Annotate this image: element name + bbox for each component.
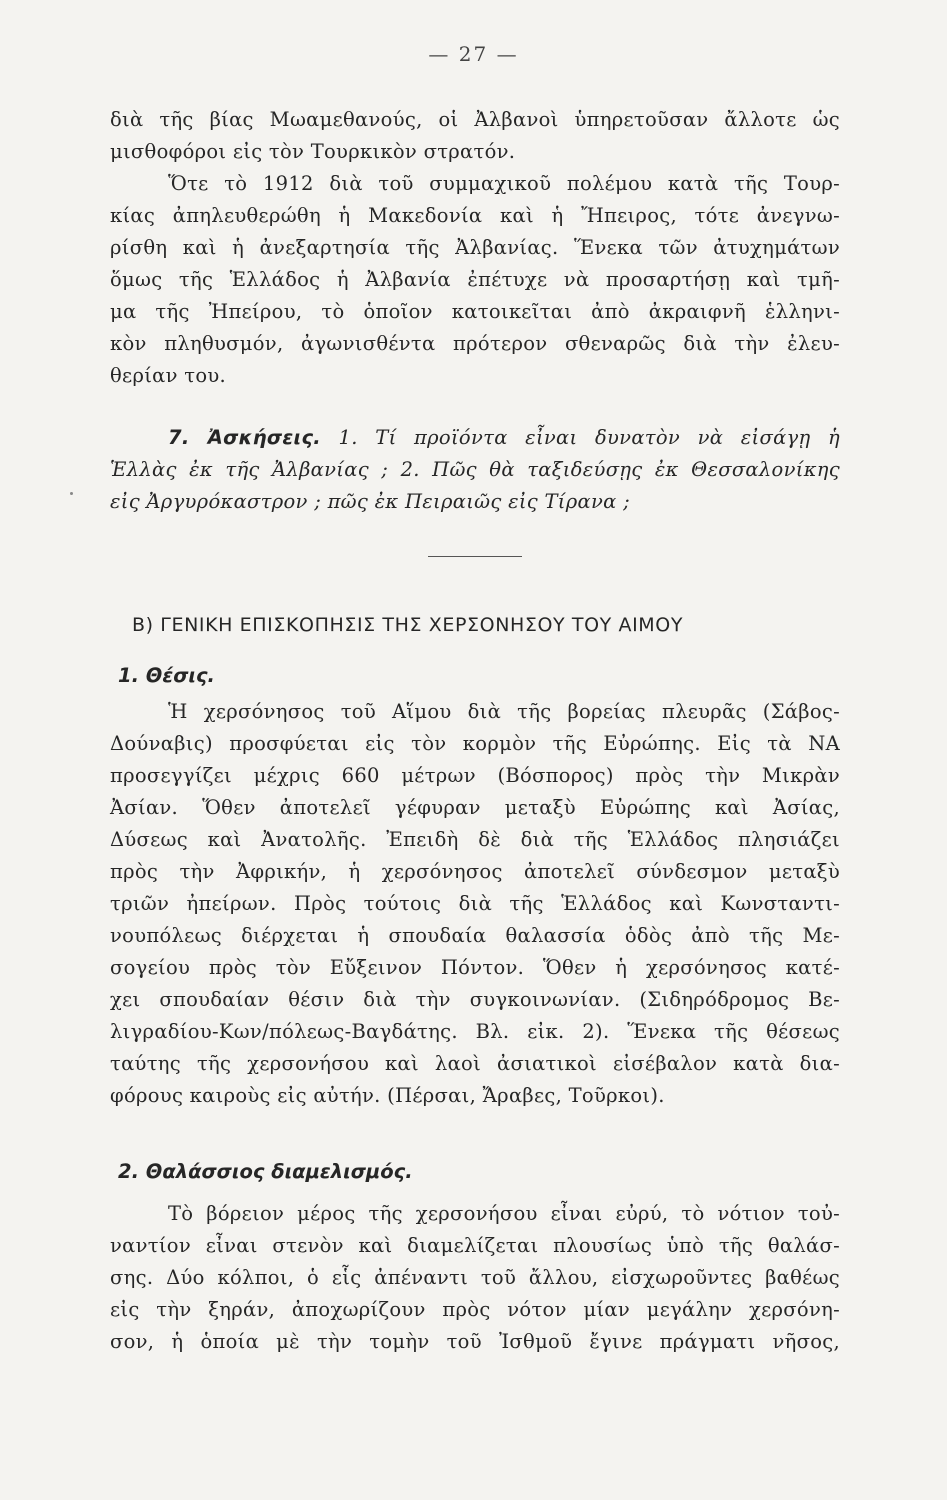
subsection-heading-position: 1. Θέσις.	[118, 664, 215, 687]
text-line: Δούναβις) προσφύεται εἰς τὸν κορμὸν τῆς Εὐρώπης. Εἰς τὰ ΝΑ	[110, 732, 840, 755]
text-line: χει σπουδαίαν θέσιν διὰ τὴν συγκοινωνίαν. (Σιδηρόδρομος Βε-	[110, 988, 840, 1011]
exercises	[110, 422, 840, 518]
text-line: κὸν πληθυσμόν, ἀγωνισθέντα πρότερον σθεναρῶς διὰ τὴν ἐλευ-	[110, 332, 840, 355]
text-line: ταύτης τῆς χερσονήσου καὶ λαοὶ ἀσιατικοὶ εἰσέβαλον κατὰ δια-	[110, 1052, 840, 1075]
text-line: θερίαν του.	[110, 364, 227, 387]
text-line: Τὸ βόρειον μέρος τῆς χερσονήσου εἶναι εὐρύ, τὸ νότιον τοὐ-	[168, 1202, 840, 1225]
text-line: λιγραδίου-Κων/πόλεως-Βαγδάτης. Βλ. εἰκ. 2). Ἕνεκα τῆς θέσεως	[110, 1020, 840, 1043]
exercise-line	[110, 422, 840, 454]
subsection-1-body	[110, 696, 840, 1112]
section-divider	[428, 556, 522, 557]
text-line: πρὸς τὴν Ἀφρικήν, ἡ χερσόνησος ἀποτελεῖ σύνδεσμον μεταξὺ	[110, 860, 840, 883]
exercise-line: εἰς Ἀργυρόκαστρον ; πῶς ἐκ Πειραιῶς εἰς Τίρανα ;	[110, 490, 630, 513]
text-line: ὅμως τῆς Ἑλλάδος ἡ Ἀλβανία ἐπέτυχε νὰ προσαρτήσῃ καὶ τμῆ-	[110, 268, 840, 291]
text-line: ναντίον εἶναι στενὸν καὶ διαμελίζεται πλουσίως ὑπὸ τῆς θαλάσ-	[110, 1234, 840, 1257]
text-line: διὰ τῆς βίας Μωαμεθανούς, οἱ Ἀλβανοὶ ὑπηρετοῦσαν ἄλλοτε ὡς	[110, 108, 840, 131]
exercise-line: Ἑλλὰς ἐκ τῆς Ἀλβανίας ; 2. Πῶς θὰ ταξιδεύσῃς ἐκ Θεσσαλονίκης	[110, 458, 840, 481]
ink-speck	[70, 492, 73, 495]
section-title: Β) ΓΕΝΙΚΗ ΕΠΙΣΚΟΠΗΣΙΣ ΤΗΣ ΧΕΡΣΟΝΗΣΟΥ ΤΟΥ ΑΙΜΟΥ	[132, 614, 684, 636]
exercise-label: 7. Ἀσκήσεις.	[168, 426, 322, 449]
text-line: Ὅτε τὸ 1912 διὰ τοῦ συμμαχικοῦ πολέμου κατὰ τῆς Τουρ-	[168, 172, 840, 195]
text-line: σον, ἡ ὁποία μὲ τὴν τομὴν τοῦ Ἰσθμοῦ ἔγινε πράγματι νῆσος,	[110, 1330, 840, 1353]
text-line: προσεγγίζει μέχρις 660 μέτρων (Βόσπορος) πρὸς τὴν Μικρὰν	[110, 764, 840, 787]
text-line: κίας ἀπηλευθερώθη ἡ Μακεδονία καὶ ἡ Ἤπειρος, τότε ἀνεγνω-	[110, 204, 840, 227]
text-line: Ἀσίαν. Ὅθεν ἀποτελεῖ γέφυραν μεταξὺ Εὐρώπης καὶ Ἀσίας,	[110, 796, 840, 819]
text-line: μα τῆς Ἠπείρου, τὸ ὁποῖον κατοικεῖται ἀπὸ ἀκραιφνῆ ἑλληνι-	[110, 300, 840, 323]
paragraph-2	[110, 168, 840, 392]
text-line: μισθοφόροι εἰς τὸν Τουρκικὸν στρατόν.	[110, 140, 516, 163]
subsection-2-body	[110, 1198, 840, 1358]
text-line: σης. Δύο κόλποι, ὁ εἷς ἀπέναντι τοῦ ἄλλου, εἰσχωροῦντες βαθέως	[110, 1266, 840, 1289]
text-line: σογείου πρὸς τὸν Εὔξεινον Πόντον. Ὅθεν ἡ χερσόνησος κατέ-	[110, 956, 840, 979]
text-line: ρίσθη καὶ ἡ ἀνεξαρτησία τῆς Ἀλβανίας. Ἕνεκα τῶν ἀτυχημάτων	[110, 236, 840, 259]
text-line: εἰς τὴν ξηράν, ἀποχωρίζουν πρὸς νότον μίαν μεγάλην χερσόνη-	[110, 1298, 840, 1321]
text-line: Δύσεως καὶ Ἀνατολῆς. Ἐπειδὴ δὲ διὰ τῆς Ἑλλάδος πλησιάζει	[110, 828, 840, 851]
exercise-text: 1. Τί προϊόντα εἶναι δυνατὸν νὰ εἰσάγῃ ἡ	[321, 426, 840, 449]
page-number: — 27 —	[428, 42, 519, 66]
subsection-heading-coastline: 2. Θαλάσσιος διαμελισμός.	[118, 1160, 413, 1183]
text-line: τριῶν ἠπείρων. Πρὸς τούτοις διὰ τῆς Ἑλλάδος καὶ Κωνσταντι-	[110, 892, 840, 915]
paragraph-1	[110, 104, 840, 168]
text-line: Ἡ χερσόνησος τοῦ Αἵμου διὰ τῆς βορείας πλευρᾶς (Σάβος-	[168, 700, 840, 723]
text-line: φόρους καιροὺς εἰς αὐτήν. (Πέρσαι, Ἄραβες, Τοῦρκοι).	[110, 1084, 665, 1107]
text-line: νουπόλεως διέρχεται ἡ σπουδαία θαλασσία ὁδὸς ἀπὸ τῆς Με-	[110, 924, 840, 947]
